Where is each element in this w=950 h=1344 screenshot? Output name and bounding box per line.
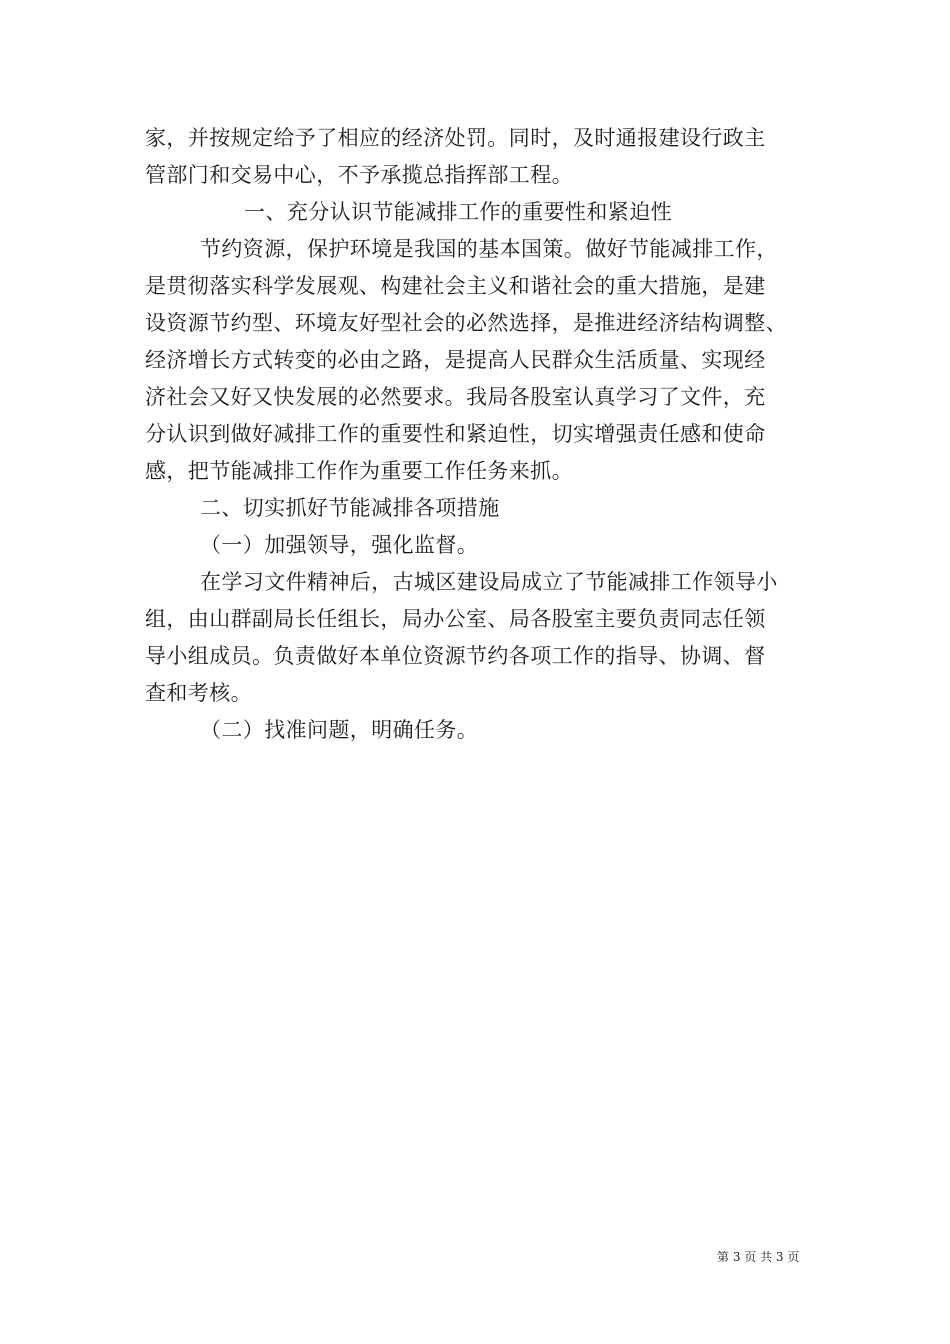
text-line: 设资源节约型、环境友好型社会的必然选择，是推进经济结构调整、: [145, 311, 787, 335]
paragraph-first-line: 节约资源，保护环境是我国的基本国策。做好节能减排工作，: [200, 237, 778, 261]
text-line: 是贯彻落实科学发展观、构建社会主义和谐社会的重大措施，是建: [145, 274, 766, 298]
text-line: 组，由山群副局长任组长，局办公室、局各股室主要负责同志任领: [145, 607, 766, 631]
text-line: 济社会又好又快发展的必然要求。我局各股室认真学习了文件，充: [145, 385, 766, 409]
section-heading: 二、切实抓好节能减排各项措施: [200, 496, 500, 520]
paragraph-first-line: 在学习文件精神后，古城区建设局成立了节能减排工作领导小: [200, 570, 778, 594]
text-line: 经济增长方式转变的必由之路，是提高人民群众生活质量、实现经: [145, 348, 766, 372]
subsection-heading: （一）加强领导，强化监督。: [200, 533, 479, 557]
section-heading: 一、充分认识节能减排工作的重要性和紧迫性: [244, 200, 672, 224]
subsection-heading: （二）找准问题，明确任务。: [200, 718, 479, 742]
page-number-footer: 第 3 页 共 3 页: [717, 1250, 800, 1264]
text-line: 导小组成员。负责做好本单位资源节约各项工作的指导、协调、督: [145, 644, 766, 668]
text-line: 管部门和交易中心，不予承揽总指挥部工程。: [145, 163, 573, 187]
text-line: 查和考核。: [145, 681, 252, 705]
text-line: 家，并按规定给予了相应的经济处罚。同时，及时通报建设行政主: [145, 126, 766, 150]
text-line: 分认识到做好减排工作的重要性和紧迫性，切实增强责任感和使命: [145, 422, 766, 446]
text-line: 感，把节能减排工作作为重要工作任务来抓。: [145, 459, 573, 483]
